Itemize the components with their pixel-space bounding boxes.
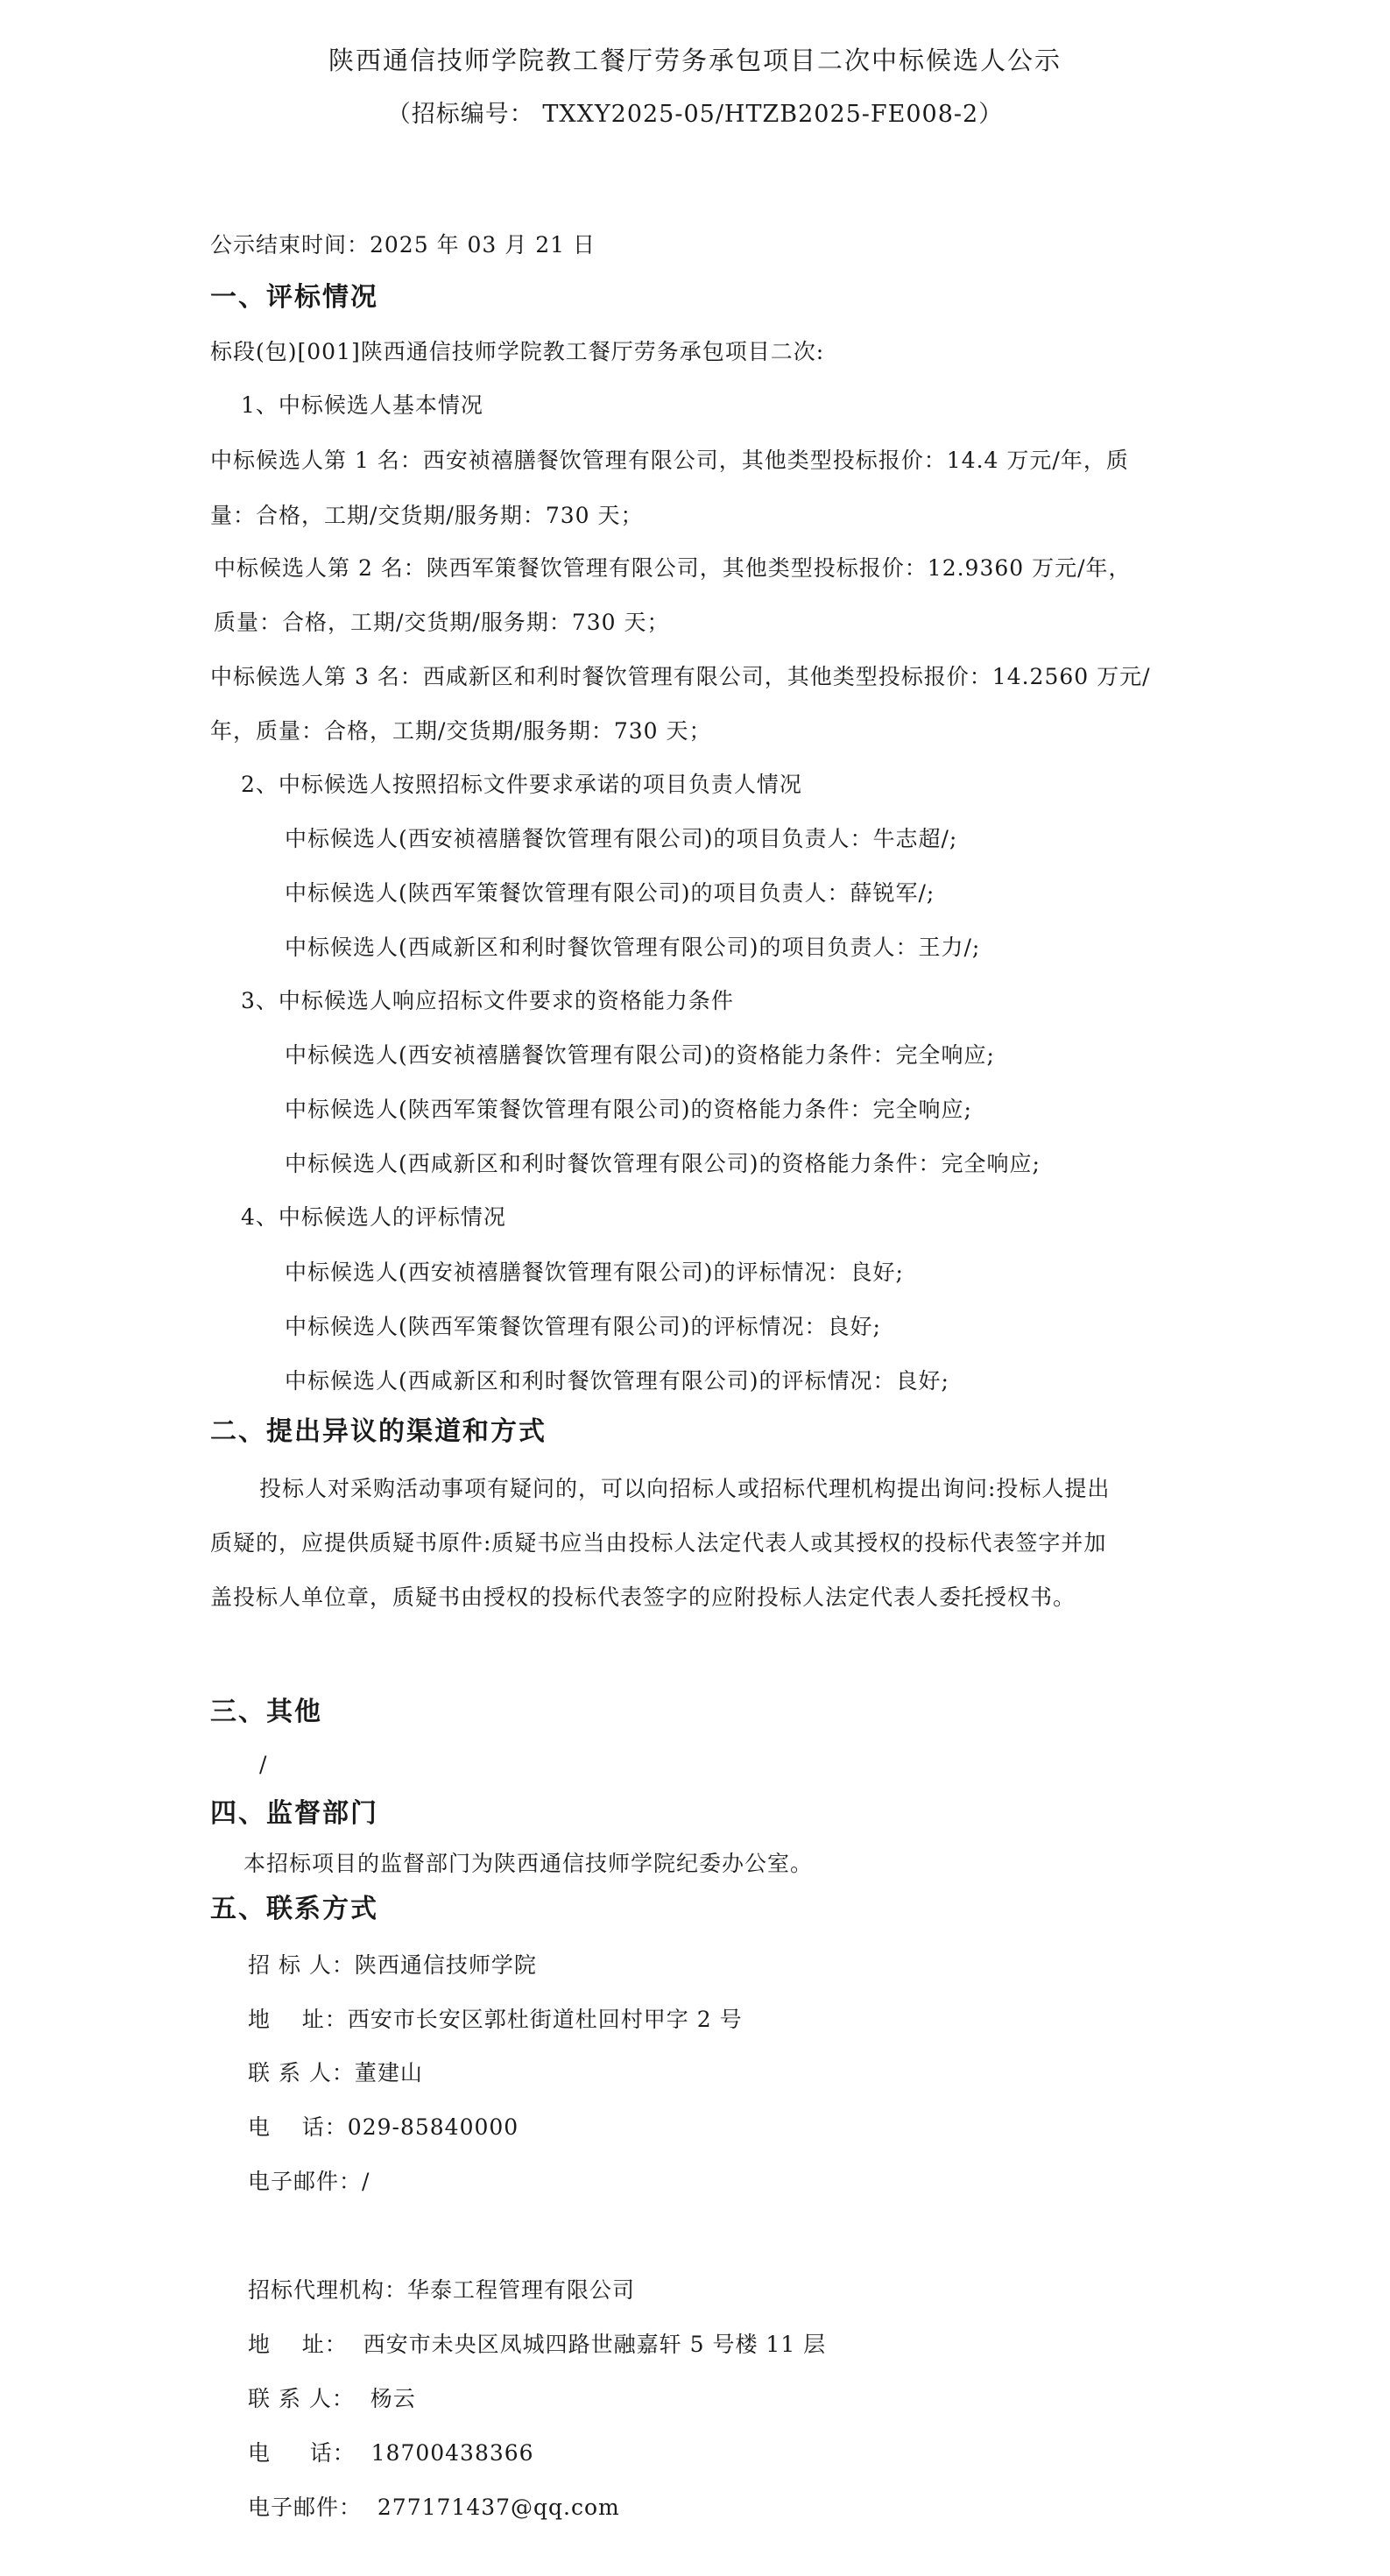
- project-leader-item: 中标候选人(西安祯禧膳餐饮管理有限公司)的项目负责人：牛志超/;: [285, 826, 958, 851]
- document-title: 陕西通信技师学院教工餐厅劳务承包项目二次中标候选人公示: [328, 46, 1062, 75]
- agency-contact: 联 系 人： 杨云: [248, 2386, 416, 2411]
- evaluation-item: 中标候选人(西咸新区和利时餐饮管理有限公司)的评标情况：良好;: [285, 1368, 949, 1394]
- objection-paragraph-line: 盖投标人单位章，质疑书由授权的投标代表签字的应附投标人法定代表人委托授权书。: [210, 1584, 1076, 1610]
- evaluation-item: 中标候选人(西安祯禧膳餐饮管理有限公司)的评标情况：良好;: [285, 1260, 904, 1285]
- agency-phone: 电 话： 18700438366: [248, 2440, 534, 2466]
- agency-email: 电子邮件： 277171437@qq.com: [248, 2495, 620, 2520]
- qualification-item: 中标候选人(西咸新区和利时餐饮管理有限公司)的资格能力条件：完全响应;: [285, 1151, 1041, 1176]
- announcement-end-time: 公示结束时间：2025 年 03 月 21 日: [210, 232, 596, 258]
- agency-address: 地 址： 西安市未央区凤城四路世融嘉轩 5 号楼 11 层: [248, 2332, 827, 2357]
- candidate-3-line-2: 年，质量：合格，工期/交货期/服务期：730 天；: [210, 718, 712, 744]
- tenderer-phone: 电 话：029-85840000: [248, 2114, 519, 2140]
- objection-paragraph-line: 质疑的，应提供质疑书原件:质疑书应当由投标人法定代表人或其授权的投标代表签字并加: [210, 1530, 1107, 1556]
- subsection-4-title: 4、中标候选人的评标情况: [241, 1204, 506, 1230]
- project-leader-item: 中标候选人(陕西军策餐饮管理有限公司)的项目负责人：薛锐军/;: [285, 880, 935, 906]
- candidate-1-line-2: 量：合格，工期/交货期/服务期：730 天；: [210, 503, 644, 528]
- section-4-heading: 四、监督部门: [210, 1798, 378, 1829]
- candidate-2-line-2: 质量：合格，工期/交货期/服务期：730 天；: [214, 610, 670, 635]
- lot-description: 标段(包)[001]陕西通信技师学院教工餐厅劳务承包项目二次:: [210, 339, 825, 364]
- tenderer-contact: 联 系 人：董建山: [248, 2060, 423, 2086]
- evaluation-item: 中标候选人(陕西军策餐饮管理有限公司)的评标情况：良好;: [285, 1314, 881, 1339]
- objection-paragraph-line: 投标人对采购活动事项有疑问的，可以向招标人或招标代理机构提出询问:投标人提出: [259, 1476, 1111, 1501]
- subsection-1-title: 1、中标候选人基本情况: [241, 392, 483, 418]
- bid-number: （招标编号： TXXY2025-05/HTZB2025-FE008-2）: [386, 101, 1004, 128]
- section-3-heading: 三、其他: [210, 1697, 322, 1727]
- section-5-heading: 五、联系方式: [210, 1894, 378, 1924]
- supervision-content: 本招标项目的监督部门为陕西通信技师学院纪委办公室。: [243, 1851, 814, 1876]
- qualification-item: 中标候选人(陕西军策餐饮管理有限公司)的资格能力条件：完全响应;: [285, 1097, 972, 1122]
- subsection-2-title: 2、中标候选人按照招标文件要求承诺的项目负责人情况: [241, 772, 802, 797]
- candidate-1-line-1: 中标候选人第 1 名：西安祯禧膳餐饮管理有限公司，其他类型投标报价：14.4 万元/年，质: [210, 448, 1129, 473]
- tenderer-email: 电子邮件：/: [248, 2169, 370, 2194]
- other-content: /: [259, 1752, 268, 1777]
- section-2-heading: 二、提出异议的渠道和方式: [210, 1416, 547, 1447]
- tenderer-name: 招 标 人：陕西通信技师学院: [248, 1952, 537, 1978]
- tenderer-address: 地 址：西安市长安区郭杜街道杜回村甲字 2 号: [248, 2007, 743, 2032]
- candidate-2-line-1: 中标候选人第 2 名：陕西军策餐饮管理有限公司，其他类型投标报价：12.9360 万元/年，: [214, 555, 1132, 581]
- candidate-3-line-1: 中标候选人第 3 名：西咸新区和利时餐饮管理有限公司，其他类型投标报价：14.2560 万元/: [210, 664, 1151, 689]
- project-leader-item: 中标候选人(西咸新区和利时餐饮管理有限公司)的项目负责人：王力/;: [285, 935, 981, 960]
- agency-name: 招标代理机构：华泰工程管理有限公司: [248, 2277, 636, 2303]
- qualification-item: 中标候选人(西安祯禧膳餐饮管理有限公司)的资格能力条件：完全响应;: [285, 1042, 995, 1068]
- section-1-heading: 一、评标情况: [210, 282, 378, 313]
- subsection-3-title: 3、中标候选人响应招标文件要求的资格能力条件: [241, 988, 734, 1013]
